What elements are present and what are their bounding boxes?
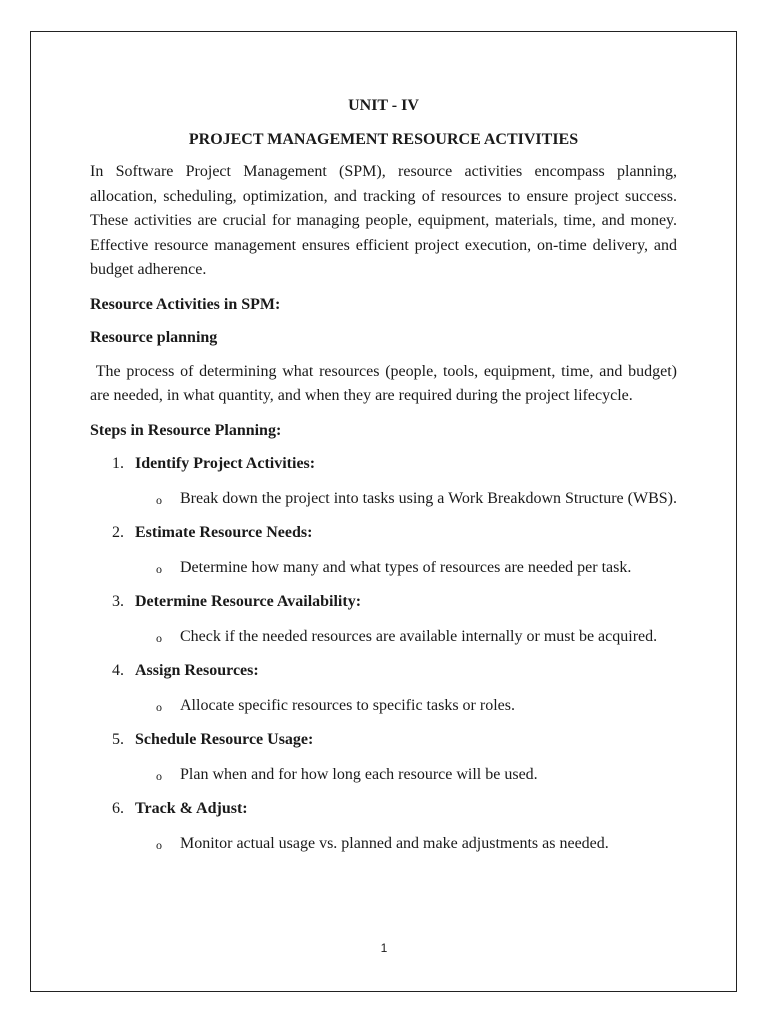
section-heading: Resource Activities in SPM: [90, 295, 281, 313]
step-detail-text: Plan when and for how long each resource will be used. [180, 765, 538, 783]
step-title: Determine Resource Availability: [135, 593, 362, 610]
step-item [90, 521, 677, 580]
definition-text: The process of determining what resources (people, tools, equipment, time, and budget) are needed, in what quantity, and when they are required during the project lifecycle. [90, 362, 678, 404]
bullet-circle-icon: o [156, 630, 162, 645]
step-detail [90, 556, 677, 581]
bullet-circle-icon: o [156, 561, 162, 576]
step-heading [90, 659, 677, 684]
step-item [90, 797, 677, 856]
step-heading [90, 590, 677, 615]
step-heading [90, 452, 677, 477]
step-heading [90, 521, 677, 546]
step-title: Assign Resources: [135, 662, 259, 679]
step-item [90, 452, 677, 511]
step-heading [90, 797, 677, 822]
step-number: 4. [112, 662, 124, 679]
bullet-circle-icon: o [156, 492, 162, 507]
step-number: 2. [112, 524, 124, 541]
unit-title: UNIT - IV [348, 97, 419, 114]
step-title: Track & Adjust: [135, 800, 248, 817]
document-body [90, 94, 677, 866]
page-number: 1 [380, 941, 388, 955]
bullet-circle-icon: o [156, 699, 162, 714]
step-title: Identify Project Activities: [135, 455, 316, 472]
step-detail [90, 694, 677, 719]
step-heading [90, 728, 677, 753]
step-detail-text: Check if the needed resources are available internally or must be acquired. [180, 627, 658, 645]
step-number: 3. [112, 593, 124, 610]
steps-heading: Steps in Resource Planning: [90, 421, 282, 439]
step-item [90, 728, 677, 787]
step-detail [90, 625, 677, 650]
step-item [90, 590, 677, 649]
step-title: Schedule Resource Usage: [135, 731, 314, 748]
intro-paragraph: In Software Project Management (SPM), resource activities encompass planning, allocation, scheduling, optimization, and tracking of resources to ensure project success. These activities are crucial for managing people, equipment, materials, time, and money. Effective resource management ensures efficient project execution, on-time delivery, and budget adherence. [90, 163, 677, 278]
step-detail-text: Allocate specific resources to specific tasks or roles. [180, 696, 515, 714]
definition-paragraph [90, 360, 677, 409]
step-number: 1. [112, 455, 124, 472]
step-detail [90, 832, 677, 857]
main-title: PROJECT MANAGEMENT RESOURCE ACTIVITIES [188, 130, 579, 148]
bullet-circle-icon: o [156, 837, 162, 852]
steps-list [90, 452, 677, 856]
subsection-heading: Resource planning [90, 329, 218, 346]
step-detail-text: Break down the project into tasks using a Work Breakdown Structure (WBS). [180, 489, 677, 507]
step-item [90, 659, 677, 718]
step-detail [90, 487, 677, 512]
step-detail [90, 763, 677, 788]
bullet-circle-icon: o [156, 768, 162, 783]
step-number: 5. [112, 731, 124, 748]
step-number: 6. [112, 800, 124, 817]
step-title: Estimate Resource Needs: [135, 524, 313, 541]
step-detail-text: Monitor actual usage vs. planned and make adjustments as needed. [180, 834, 609, 852]
step-detail-text: Determine how many and what types of resources are needed per task. [180, 558, 632, 576]
